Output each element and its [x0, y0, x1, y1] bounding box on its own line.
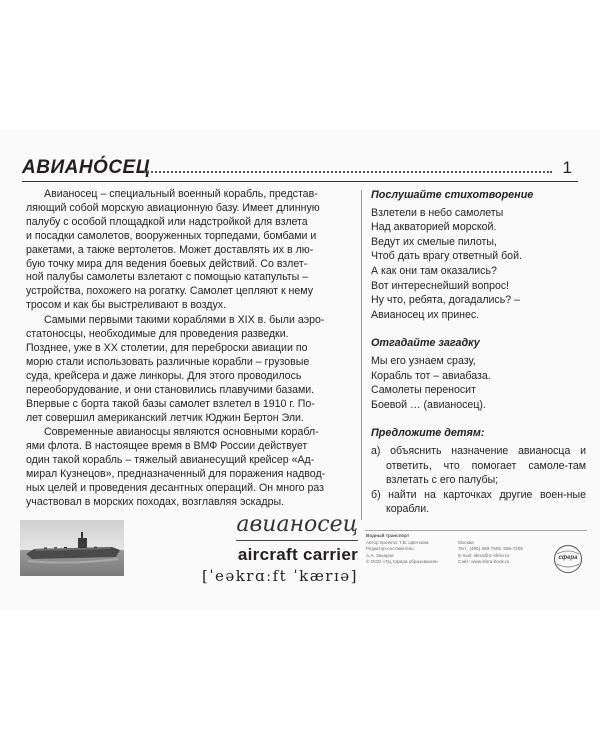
footer-line: E-mail: sfera@tc-sfera.ru — [458, 552, 510, 558]
page-title: АВИАНО́СЕЦ — [22, 157, 151, 178]
text-line: бую точку мира для ведения боевых действий. Со взлет- — [26, 257, 308, 270]
poem-heading: Послушайте стихотворение — [371, 189, 534, 201]
text-line: палубу с особой площадкой или надстройкой для взлета — [26, 215, 308, 228]
transcription: [ˈeəkrɑːft ˈkærɪə] — [201, 567, 358, 585]
text-line: ями флота. В настоящее время в ВМФ России действует — [26, 440, 308, 453]
riddle-heading: Отгадайте загадку — [371, 337, 480, 350]
text-line: ных целей и проведения десантных операций. Он много раз — [26, 482, 325, 495]
tasks-section — [371, 426, 586, 517]
text-line: переоборудование, и они становились плавучими базами. — [26, 383, 315, 396]
article-paragraph-1 — [26, 188, 352, 313]
text-line: суда, крейсера и даже линкоры. Для этого проводилось — [26, 369, 302, 382]
text-line: Современные авианосцы являются основными корабл- — [44, 426, 319, 439]
poem-line: Над акваторией морской. — [371, 221, 497, 234]
text-line: морю стали использовать различные корабли – грузовые — [26, 355, 310, 368]
text-line: и посадки самолетов, вооруженных торпедами, бомбами и — [26, 229, 317, 242]
riddle-section — [371, 336, 586, 412]
riddle-line: Мы его узнаем сразу, — [371, 354, 476, 367]
text-line: ной палубы самолеты взлетают с помощью катапульты – — [26, 271, 309, 284]
riddle-line: Самолеты переносит — [371, 384, 476, 397]
text-line: тросом и как бы выстреливают в воздух. — [26, 299, 227, 312]
footer-rule — [365, 530, 587, 531]
poem-line: Ведут их смелые пилоты, — [371, 235, 497, 248]
footer-line: Редактор-составитель: — [366, 546, 415, 551]
text-line: ляющий собой морскую авиационную базу. Имеет длинную — [26, 201, 320, 214]
text-line: участвовал в морских походах, возглавляя эскадры. — [26, 495, 285, 508]
text-line: Впервые с борта такой базы самолет взлетел в 1910 г. По- — [26, 397, 315, 410]
footer-line: © ООО «ТЦ Сфера образования» — [366, 559, 439, 564]
article-paragraph-3 — [26, 426, 352, 509]
text-line: статоносцы, необходимые для проведения разведки. — [26, 328, 289, 341]
footer-line: А.А. Захаров — [366, 552, 394, 558]
poem-line: Вот интереснейший вопрос! — [371, 279, 510, 292]
text-line: мирал Кузнецов», предназначенный для поражения надвод- — [26, 468, 326, 481]
cursive-word: авианосец — [236, 512, 358, 537]
text-line: Позднее, уже в XX столетии, для переброски авиации по — [26, 341, 308, 354]
footer-line: Сайт: www.sfera-book.ru — [458, 559, 510, 564]
activities-column — [371, 188, 586, 531]
footer-line: Автор проекта: Т.В. Цветкова — [366, 539, 429, 545]
footer-credits — [366, 533, 456, 566]
footer-line: Тел.: (495) 656-7505, 656-7205 — [458, 546, 523, 551]
vocabulary-block — [140, 512, 358, 586]
cursive-underline — [236, 540, 358, 541]
english-word: aircraft carrier — [237, 545, 358, 564]
publisher-logo — [553, 544, 583, 574]
tasks-heading: Предложите детям: — [371, 427, 485, 440]
task-item: б) найти на карточках другие воен-ные корабли. — [371, 488, 586, 516]
poem-line: А как они там оказались? — [371, 264, 497, 277]
page-number: 1 — [562, 158, 572, 177]
aircraft-carrier-photo — [20, 520, 124, 576]
logo-text: сфера — [558, 555, 578, 561]
poem-line: Чтоб дать врагу ответный бой. — [371, 250, 522, 263]
poem-line: Ну что, ребята, догадались? – — [371, 294, 520, 307]
poem-line: Авианосец их принес. — [371, 308, 480, 321]
article-text — [26, 188, 352, 511]
text-line: ракетами, а также вертолетов. Может доставлять их в лю- — [26, 243, 314, 256]
riddle-line: Боевой … (авианосец). — [371, 398, 486, 411]
text-line: лет совершил американский летчик Юджин Бертон Эли. — [26, 411, 304, 424]
riddle-line: Корабль тот – авиабаза. — [371, 369, 491, 382]
footer-line: Москва — [458, 539, 474, 545]
title-dot-leader — [144, 171, 552, 173]
article-paragraph-2 — [26, 314, 352, 425]
title-row — [22, 157, 578, 183]
picture-card — [0, 130, 600, 610]
text-line: Авианосец – специальный военный корабль, представ- — [44, 188, 318, 200]
text-line: один такой корабль – тяжелый авианесущий крейсер «Ад- — [26, 454, 315, 467]
column-divider — [361, 190, 362, 520]
text-line: устройства, похожего на рогатку. Самолет цепляют к нему — [26, 285, 313, 298]
title-rule — [22, 181, 578, 182]
poem-line: Взлетели в небо самолеты — [371, 206, 504, 219]
task-item: а) объяснить назначение авианосца и ответить, что помогает самоле-там взлетать с его палубы; — [371, 444, 586, 487]
footer-series: Водный транспорт — [366, 533, 410, 538]
poem-section — [371, 188, 586, 322]
text-line: Самыми первыми такими кораблями в XIX в. были аэро- — [44, 314, 325, 327]
footer-contacts — [458, 533, 550, 566]
